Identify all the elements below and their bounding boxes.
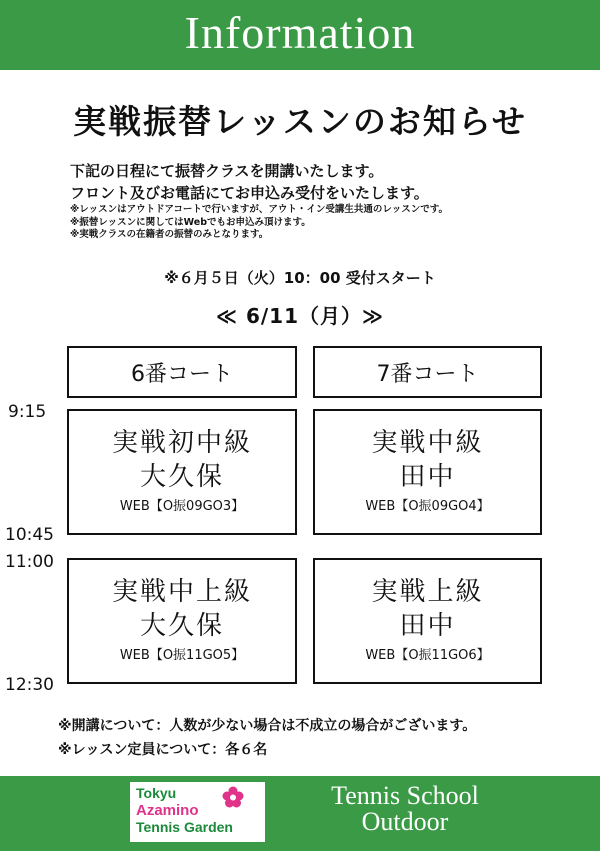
class-teacher: 大久保	[139, 611, 224, 641]
footer-notes	[58, 714, 588, 762]
logo-line-1: Tokyu	[136, 785, 177, 801]
court-6-header	[67, 346, 297, 398]
school-line-2: Outdoor	[361, 807, 449, 836]
time-end-2: 12:30	[5, 675, 54, 695]
class-name: 実戦初中級	[111, 428, 252, 458]
class-card	[67, 558, 297, 684]
court-7-header	[313, 346, 542, 398]
class-name: 実戦中上級	[111, 577, 252, 607]
class-teacher: 大久保	[139, 462, 224, 492]
note-line-3: ※実戦クラスの在籍者の振替のみとなります。	[70, 229, 269, 240]
class-card	[67, 409, 297, 535]
header-banner	[0, 0, 600, 70]
court-6-label: 6番コート	[131, 361, 233, 387]
class-web-code: WEB【O振09GO3】	[119, 499, 245, 514]
class-card	[313, 409, 542, 535]
logo-line-2: Azamino	[136, 802, 199, 819]
school-name	[300, 783, 510, 835]
class-teacher: 田中	[399, 611, 456, 641]
intro-block	[70, 160, 570, 242]
time-end-1: 10:45	[5, 525, 54, 545]
footer-note-2: ※レッスン定員について：各６名	[58, 742, 268, 758]
lesson-date: ≪ 6/11（月）≫	[216, 304, 384, 328]
header-title: Information	[184, 6, 416, 58]
time-start-1: 9:15	[8, 402, 47, 422]
class-web-code: WEB【O振11GO6】	[365, 648, 490, 663]
class-teacher: 田中	[399, 462, 456, 492]
page-title: 実戦振替レッスンのお知らせ	[73, 102, 527, 141]
intro-line-2: フロント及びお電話にてお申込み受付をいたします。	[70, 184, 429, 202]
class-name: 実戦中級	[371, 428, 484, 458]
court-7-label: 7番コート	[376, 361, 479, 387]
class-card	[313, 558, 542, 684]
class-web-code: WEB【O振11GO5】	[119, 648, 245, 663]
footer-banner	[0, 776, 600, 851]
tennis-garden-logo	[130, 782, 265, 842]
class-name: 実戦上級	[371, 577, 484, 607]
footer-note-1: ※開講について：人数が少ない場合は不成立の場合がございます。	[58, 718, 477, 734]
school-line-1: Tennis School	[331, 781, 479, 810]
intro-line-1: 下記の日程にて振替クラスを開講いたします。	[70, 162, 384, 180]
note-line-2: ※振替レッスンに関してはWebでもお申込み頂けます。	[70, 216, 311, 228]
note-line-1: ※レッスンはアウトドアコートで行いますが、アウト・イン受講生共通のレッスンです。	[70, 204, 449, 215]
flower-icon	[221, 785, 245, 809]
time-start-2: 11:00	[5, 552, 54, 572]
logo-line-3: Tennis Garden	[136, 819, 233, 835]
reception-start: ※６月５日（火）10：00 受付スタート	[164, 269, 436, 287]
class-web-code: WEB【O振09GO4】	[365, 499, 490, 514]
